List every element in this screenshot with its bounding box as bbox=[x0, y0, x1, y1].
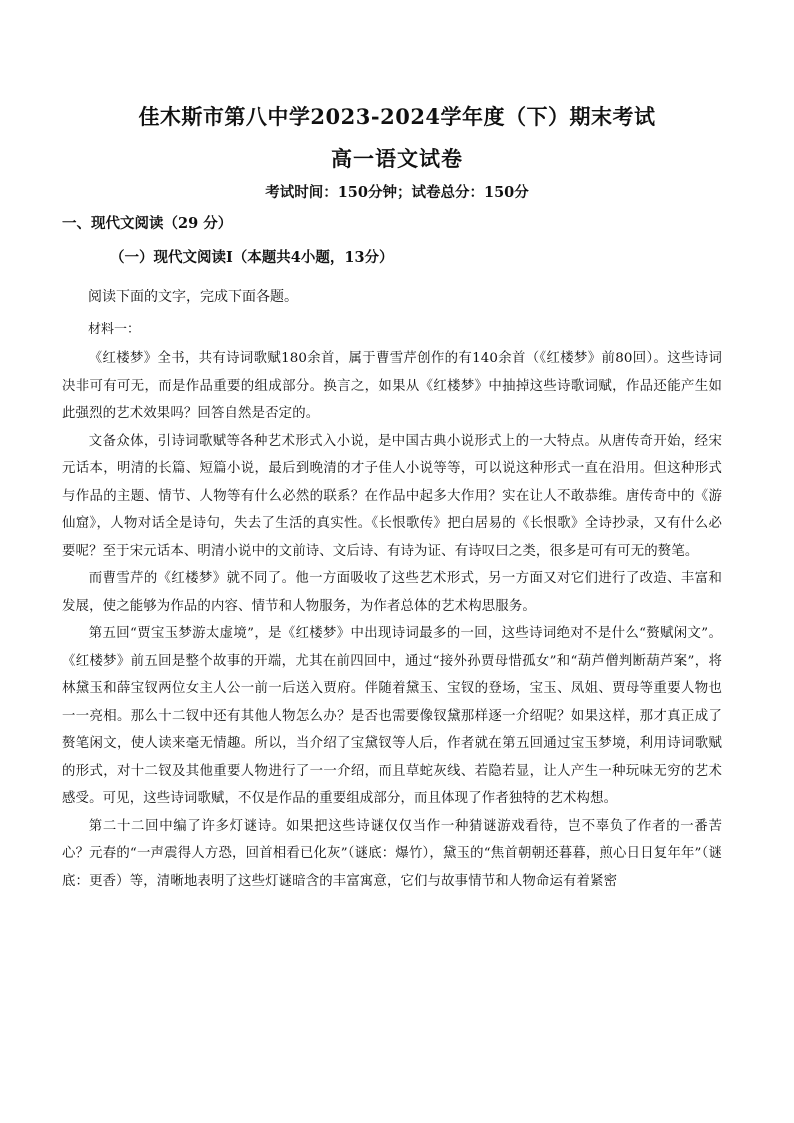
passage-paragraph: 第五回“贾宝玉梦游太虚境”，是《红楼梦》中出现诗词最多的一回，这些诗词绝对不是什么“赘赋闲文”。《红楼梦》前五回是整个故事的开端，尤其在前四回中，通过“接外孙贾母惜孤女”和“葫芦僧判断葫芦案”，将林黛玉和薛宝钗两位女主人公一前一后送入贾府。伴随着黛玉、宝钗的登场，宝玉、凤姐、贾母等重要人物也一一亮相。那么十二钗中还有其他人物怎么办？是否也需要像钗黛那样逐一介绍呢？如果这样，那才真正成了赘笔闲文，使人读来毫无情趣。所以，当介绍了宝黛钗等人后，作者就在第五回通过宝玉梦境，利用诗词歌赋的形式，对十二钗及其他重要人物进行了一一介绍，而且草蛇灰线、若隐若显，让人产生一种玩味无穷的艺术感受。可见，这些诗词歌赋，不仅是作品的重要组成部分，而且体现了作者独特的艺术构想。 bbox=[62, 626, 722, 806]
exam-info: 考试时间：150分钟；试卷总分：150分 bbox=[265, 184, 529, 201]
subsection-heading: （一）现代文阅读Ⅰ（本题共4小题，13分） bbox=[110, 249, 394, 266]
passage-paragraph: 文备众体，引诗词歌赋等各种艺术形式入小说，是中国古典小说形式上的一大特点。从唐传奇开始，经宋元话本，明清的长篇、短篇小说，最后到晚清的才子佳人小说等等，可以说这种形式一直在沿用。但这种形式与作品的主题、情节、人物等有什么必然的联系？在作品中起多大作用？实在让人不敢恭维。唐传奇中的《游仙窟》，人物对话全是诗句，失去了生活的真实性。《长恨歌传》把白居易的《长恨歌》全诗抄录，又有什么必要呢？至于宋元话本、明清小说中的文前诗、文后诗、有诗为证、有诗叹曰之类，很多是可有可无的赘笔。 bbox=[62, 433, 722, 559]
exam-title: 佳木斯市第八中学2023-2024学年度（下）期末考试 bbox=[138, 104, 656, 129]
passage-paragraph: 而曹雪芹的《红楼梦》就不同了。他一方面吸收了这些艺术形式，另一方面又对它们进行了改造、丰富和发展，使之能够为作品的内容、情节和人物服务，为作者总体的艺术构思服务。 bbox=[62, 571, 722, 614]
section-heading: 一、现代文阅读（29 分） bbox=[62, 215, 233, 232]
material-label: 材料一： bbox=[88, 322, 141, 337]
passage-body bbox=[62, 345, 722, 895]
passage-paragraph: 《红楼梦》全书，共有诗词歌赋180余首，属于曹雪芹创作的有140余首（《红楼梦》前80回）。这些诗词决非可有可无，而是作品重要的组成部分。换言之，如果从《红楼梦》中抽掉这些诗歌词赋，作品还能产生如此强烈的艺术效果吗？回答自然是否定的。 bbox=[62, 351, 722, 421]
reading-instruction: 阅读下面的文字，完成下面各题。 bbox=[88, 289, 298, 305]
exam-subtitle: 高一语文试卷 bbox=[331, 146, 463, 171]
passage-paragraph: 第二十二回中编了许多灯谜诗。如果把这些诗谜仅仅当作一种猜谜游戏看待，岂不辜负了作者的一番苦心？元春的“一声震得人方恐，回首相看已化灰”（谜底：爆竹），黛玉的“焦首朝朝还暮暮，煎心日日复年年”（谜底：更香）等，清晰地表明了这些灯谜暗含的丰富寓意，它们与故事情节和人物命运有着紧密 bbox=[62, 818, 722, 889]
